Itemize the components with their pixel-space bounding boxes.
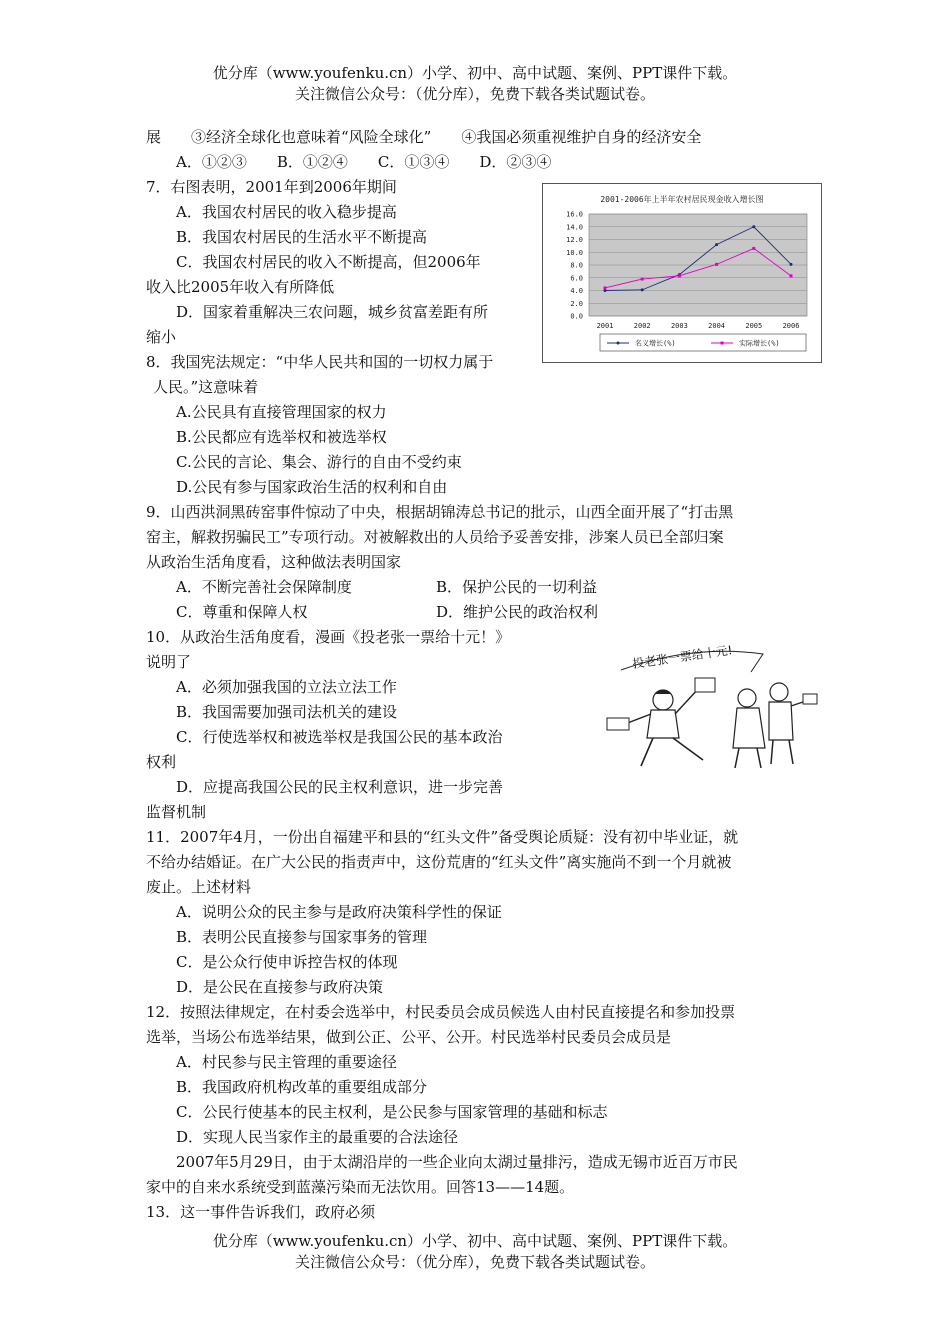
cartoon-woman-head	[738, 689, 756, 707]
q8-option-c: C.公民的言论、集会、游行的自由不受约束	[176, 453, 462, 471]
material-paragraph: 2007年5月29日，由于太湖沿岸的一些企业向太湖过量排污，造成无锡市近百万市民	[176, 1153, 738, 1171]
q9-option-c: C．尊重和保障人权	[176, 603, 308, 621]
chart-point	[604, 286, 607, 289]
q10-option-d-cont: 监督机制	[146, 803, 207, 821]
q7-option-a: A．我国农村居民的收入稳步提高	[176, 203, 397, 221]
q11-option-b: B．表明公民直接参与国家事务的管理	[176, 928, 428, 946]
chart-point	[752, 247, 755, 250]
chart-point	[641, 278, 644, 281]
cartoon-sign	[695, 678, 715, 692]
q10-option-b: B．我国需要加强司法机关的建设	[176, 703, 398, 721]
footer-line-1: 优分库（www.youfenku.cn）小学、初中、高中试题、案例、PPT课件下载。	[212, 1232, 738, 1250]
q7-stem: 7．右图表明，2001年到2006年期间	[146, 178, 397, 196]
chart-xtick-label: 2001	[596, 322, 614, 330]
q9-stem-line-2: 窑主，解救拐骗民工”专项行动。对被解救出的人员给予妥善安排，涉案人员已全部归案	[146, 528, 724, 546]
chart-ytick-label: 2.0	[570, 299, 583, 308]
chart-ytick-label: 16.0	[566, 210, 583, 219]
page-header	[0, 63, 950, 105]
chart-point	[790, 274, 793, 277]
q12-stem: 12．按照法律规定，在村委会选举中，村民委员会成员候选人由村民直接提名和参加投票	[146, 1003, 736, 1021]
chart-point	[604, 289, 607, 292]
q10-stem: 10．从政治生活角度看，漫画《投老张一票给十元！》	[146, 628, 511, 646]
cartoon-right-legs	[771, 740, 793, 764]
q7-option-b: B．我国农村居民的生活水平不断提高	[176, 228, 428, 246]
vote-buying-cartoon	[603, 642, 818, 775]
q11-stem: 11．2007年4月，一份出自福建平和县的“红头文件”备受舆论质疑：没有初中毕业证，就	[146, 828, 739, 846]
q8-option-d: D.公民有参与国家政治生活的权利和自由	[176, 478, 448, 496]
q7-option-d-cont: 缩小	[146, 328, 177, 346]
q12-option-b: B．我国政府机构改革的重要组成部分	[176, 1078, 428, 1096]
cartoon-right-body	[769, 702, 793, 740]
q7-option-c: C．我国农村居民的收入不断提高，但2006年	[176, 253, 481, 271]
q8-stem: 8．我国宪法规定：“中华人民共和国的一切权力属于	[146, 353, 494, 371]
cartoon-left-legs	[641, 738, 703, 766]
cartoon-drawing	[603, 642, 818, 775]
q6-options: A．①②③ B．①②④ C．①③④ D．②③④	[176, 153, 552, 171]
chart-xtick-label: 2006	[782, 322, 800, 330]
page-footer	[0, 1231, 950, 1273]
chart-legend-label: 实际增长(%)	[739, 339, 780, 348]
cartoon-caption: 投老张一票给十元!	[631, 643, 734, 671]
q7-option-d: D．国家着重解决三农问题，城乡贫富差距有所	[176, 303, 489, 321]
q8-stem-cont: 人民。”这意味着	[153, 378, 259, 396]
q9-stem: 9．山西洪洞黑砖窑事件惊动了中央，根据胡锦涛总书记的批示，山西全面开展了“打击黑	[146, 503, 734, 521]
chart-point	[641, 288, 644, 291]
chart-ytick-label: 8.0	[570, 261, 583, 270]
chart-svg	[543, 184, 821, 362]
q9-stem-line-3: 从政治生活角度看，这种做法表明国家	[146, 553, 402, 571]
q10-option-a: A．必须加强我国的立法立法工作	[176, 678, 397, 696]
chart-xtick-label: 2005	[745, 322, 763, 330]
q10-option-c: C．行使选举权和被选举权是我国公民的基本政治	[176, 728, 503, 746]
q8-option-a: A.公民具有直接管理国家的权力	[176, 403, 387, 421]
q10-option-c-cont: 权利	[146, 753, 177, 771]
cartoon-banknote-2	[803, 694, 817, 704]
q11-option-a: A．说明公众的民主参与是政府决策科学性的保证	[176, 903, 502, 921]
cartoon-left-hair	[655, 690, 671, 694]
chart-xtick-label: 2002	[633, 322, 651, 330]
cartoon-right-head	[770, 683, 788, 701]
chart-ytick-label: 14.0	[566, 223, 583, 232]
q11-option-d: D．是公民在直接参与政府决策	[176, 978, 384, 996]
chart-ytick-label: 12.0	[566, 236, 583, 244]
q13-stem: 13．这一事件告诉我们，政府必须	[146, 1203, 376, 1221]
q12-stem-line-2: 选举，当场公布选举结果，做到公正、公平、公开。村民选举村民委员会成员是	[146, 1028, 672, 1046]
chart-legend-marker	[721, 342, 724, 345]
q11-stem-line-2: 不给办结婚证。在广大公民的指责声中，这份荒唐的“红头文件”离实施尚不到一个月就被	[146, 853, 732, 871]
chart-ytick-label: 0.0	[570, 312, 583, 321]
q10-option-d: D．应提高我国公民的民主权利意识，进一步完善	[176, 778, 504, 796]
q10-stem-cont: 说明了	[146, 653, 192, 671]
cartoon-left-body	[647, 710, 679, 738]
q8-option-b: B.公民都应有选举权和被选举权	[176, 428, 387, 446]
chart-xtick-label: 2004	[708, 322, 726, 330]
header-line-2: 关注微信公众号：（优分库），免费下载各类试题试卷。	[294, 85, 655, 103]
chart-point	[752, 225, 755, 228]
income-growth-chart	[542, 183, 822, 363]
cartoon-woman-body	[733, 708, 765, 748]
q9-option-d: D．维护公民的政治权利	[436, 603, 599, 621]
chart-legend-label: 名义增长(%)	[635, 339, 676, 348]
chart-xtick-label: 2003	[670, 322, 688, 330]
q11-stem-line-3: 废止。上述材料	[146, 878, 252, 896]
chart-point	[790, 263, 793, 266]
chart-point	[678, 274, 681, 277]
material-paragraph-cont: 家中的自来水系统受到蓝藻污染而无法饮用。回答13——14题。	[146, 1178, 575, 1196]
header-line-1: 优分库（www.youfenku.cn）小学、初中、高中试题、案例、PPT课件下载。	[212, 64, 738, 82]
q11-option-c: C．是公众行使申诉控告权的体现	[176, 953, 398, 971]
q7-option-c-cont: 收入比2005年收入有所降低	[146, 278, 335, 296]
cartoon-banknote-1	[607, 718, 629, 730]
q9-option-b: B．保护公民的一切利益	[436, 578, 598, 596]
chart-ytick-label: 4.0	[570, 287, 583, 295]
chart-legend-marker	[617, 342, 620, 345]
footer-line-2: 关注微信公众号：（优分库），免费下载各类试题试卷。	[294, 1253, 655, 1271]
q12-option-c: C．公民行使基本的民主权利，是公民参与国家管理的基础和标志	[176, 1103, 608, 1121]
cartoon-woman-legs	[735, 748, 761, 768]
chart-ytick-label: 10.0	[566, 248, 583, 257]
q12-option-a: A．村民参与民主管理的重要途径	[176, 1053, 397, 1071]
chart-point	[715, 243, 718, 246]
q6-continuation: 展 ③经济全球化也意味着“风险全球化” ④我国必须重视维护自身的经济安全	[146, 128, 702, 146]
q12-option-d: D．实现人民当家作主的最重要的合法途径	[176, 1128, 459, 1146]
chart-ytick-label: 6.0	[570, 274, 583, 283]
chart-point	[715, 263, 718, 266]
chart-title: 2001-2006年上半年农村居民现金收入增长图	[600, 195, 764, 204]
q9-option-a: A．不断完善社会保障制度	[176, 578, 352, 596]
